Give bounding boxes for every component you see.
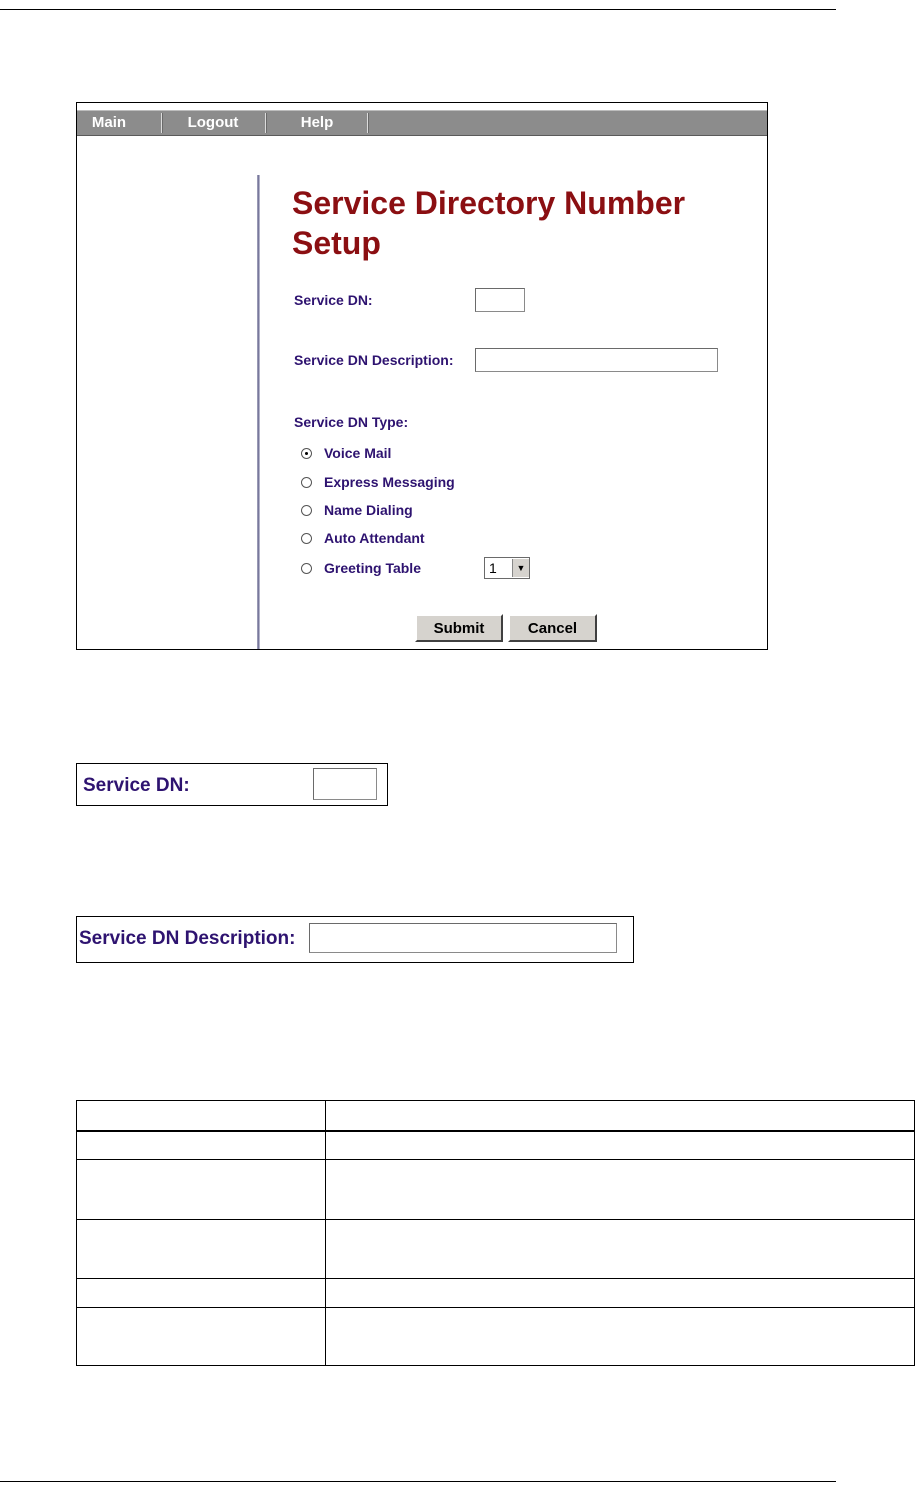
- greeting-table-select[interactable]: [484, 557, 530, 579]
- chevron-down-icon[interactable]: ▼: [512, 559, 529, 577]
- table-row: [77, 1220, 915, 1279]
- table-cell: [77, 1160, 326, 1220]
- table-row: [77, 1308, 915, 1366]
- menu-bar: [77, 110, 767, 136]
- select-value: 1: [489, 560, 497, 576]
- table-row: [77, 1279, 915, 1308]
- radio-button[interactable]: [301, 563, 312, 574]
- service-dn-setup-screenshot: [76, 102, 768, 650]
- service-dn-callout: [76, 763, 388, 806]
- field-description-table: [76, 1100, 915, 1366]
- radio-auto-attendant[interactable]: [301, 528, 425, 548]
- table-cell: [77, 1279, 326, 1308]
- table-cell: [77, 1308, 326, 1366]
- content-divider: [257, 175, 260, 650]
- radio-label: Voice Mail: [324, 445, 392, 461]
- radio-label: Name Dialing: [324, 502, 413, 518]
- table-cell: [326, 1160, 915, 1220]
- table-cell: [326, 1279, 915, 1308]
- callout-service-dn-label: Service DN:: [83, 775, 190, 796]
- footer-rule: [0, 1481, 836, 1482]
- menu-main[interactable]: Main: [91, 114, 127, 131]
- radio-button[interactable]: [301, 505, 312, 516]
- menu-help[interactable]: Help: [300, 114, 334, 131]
- radio-voice-mail[interactable]: [301, 443, 391, 463]
- radio-name-dialing[interactable]: [301, 500, 413, 520]
- page-title: Service Directory Number Setup: [292, 185, 686, 261]
- radio-express-messaging[interactable]: [301, 472, 455, 492]
- table-row: [77, 1131, 915, 1160]
- table-header-row: [77, 1101, 915, 1131]
- table-cell: [326, 1101, 915, 1131]
- table-cell: [77, 1101, 326, 1131]
- radio-greeting-table[interactable]: [301, 558, 421, 578]
- menu-separator: [367, 113, 369, 133]
- radio-button[interactable]: [301, 477, 312, 488]
- service-dn-description-callout: [76, 916, 634, 963]
- service-dn-input[interactable]: [475, 288, 525, 312]
- callout-description-label: Service DN Description:: [79, 928, 296, 949]
- callout-service-dn-input[interactable]: [313, 768, 377, 800]
- table-cell: [326, 1308, 915, 1366]
- table-cell: [326, 1220, 915, 1279]
- table-row: [77, 1160, 915, 1220]
- radio-label: Express Messaging: [324, 474, 455, 490]
- table-cell: [77, 1131, 326, 1160]
- callout-description-input[interactable]: [309, 923, 617, 953]
- submit-button[interactable]: Submit: [415, 614, 503, 642]
- table-cell: [326, 1131, 915, 1160]
- service-dn-description-label: Service DN Description:: [294, 352, 454, 368]
- cancel-button[interactable]: Cancel: [508, 614, 597, 642]
- radio-button-selected[interactable]: [301, 448, 312, 459]
- table-cell: [77, 1220, 326, 1279]
- service-dn-label: Service DN:: [294, 292, 373, 308]
- header-rule: [0, 9, 836, 10]
- service-dn-type-label: Service DN Type:: [294, 414, 409, 430]
- radio-label: Greeting Table: [324, 560, 421, 576]
- radio-button[interactable]: [301, 533, 312, 544]
- service-dn-description-input[interactable]: [475, 348, 718, 372]
- radio-label: Auto Attendant: [324, 530, 425, 546]
- menu-logout[interactable]: Logout: [187, 114, 239, 131]
